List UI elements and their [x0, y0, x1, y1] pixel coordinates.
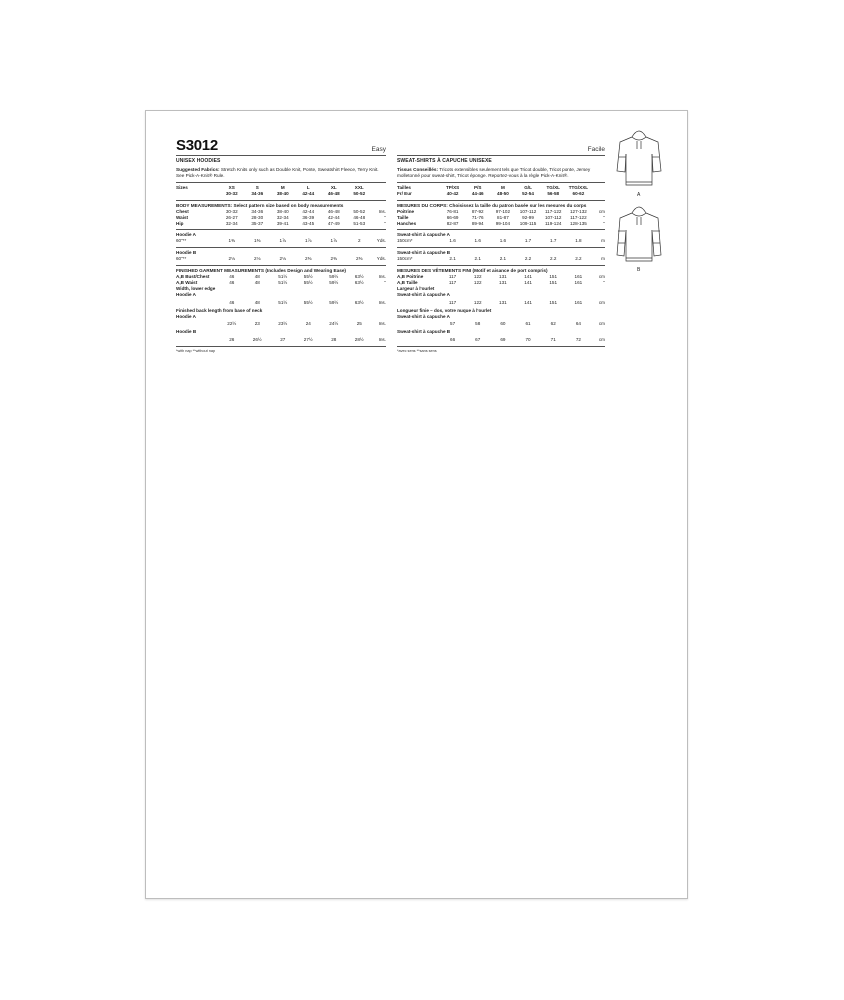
cell: 117-122 [544, 208, 562, 214]
cell: 87-92 [471, 208, 484, 214]
cell: 131 [499, 299, 507, 305]
cell: 151 [549, 274, 558, 280]
cell: 71-76 [471, 214, 484, 220]
cell: 46 [229, 299, 235, 305]
unit: Ins. [378, 321, 386, 327]
size-code: XXL [354, 184, 364, 190]
cell: 122 [473, 274, 482, 280]
cell: 23½ [278, 321, 288, 327]
cell: 24 [305, 321, 311, 327]
cell: 2.2 [550, 256, 557, 262]
sizes-label: Sizes [176, 184, 188, 190]
unit: " [384, 279, 386, 285]
row-label: A,B Waist [176, 279, 198, 285]
cell: 1⅞ [305, 238, 312, 244]
size-code: TP/XS [445, 184, 460, 190]
back-view-label: Sweat-shirt à capuche B [397, 329, 451, 335]
size-range: 38-40 [276, 190, 289, 196]
table-row [176, 300, 386, 306]
cell: 117 [448, 274, 457, 280]
cell: 89-94 [471, 220, 484, 226]
cell: 63½ [354, 274, 364, 280]
width-table [397, 300, 605, 306]
cell: 64 [575, 321, 581, 327]
cell: 1⅜ [228, 238, 235, 244]
cell: 141 [524, 279, 532, 285]
cell: 51½ [278, 274, 288, 280]
cell: 2⅜ [305, 256, 312, 262]
cell: 22½ [227, 321, 237, 327]
finished-measurements-table [176, 274, 386, 286]
cell: 51½ [278, 299, 288, 305]
yardage-table-b [176, 256, 386, 262]
width-view-label: Hoodie A [176, 291, 196, 297]
cell: 2 [357, 238, 361, 244]
cell: 2⅜ [356, 256, 363, 262]
sizes-system-label: Fr/ Eur [397, 190, 412, 196]
cell: 2⅜ [330, 256, 337, 262]
cell: 1.6 [474, 238, 481, 244]
size-code: M [280, 184, 285, 190]
unit: cm [598, 321, 605, 327]
cell: 109-115 [519, 220, 537, 226]
cell: 59½ [329, 274, 339, 280]
cell: 131 [499, 279, 507, 285]
back-length-label: Longueur finie – dos, votre nuque à l'ourlet [397, 307, 492, 313]
cell: 117-122 [570, 214, 587, 220]
size-code: TTG/XXL [568, 184, 589, 190]
size-range: 40-42 [446, 190, 459, 196]
cell: 1.6 [449, 238, 456, 244]
sizes-table [397, 185, 605, 197]
unit: " [603, 220, 605, 226]
unit: " [384, 220, 386, 226]
cell: 117 [448, 279, 457, 285]
cell: 42-44 [302, 208, 315, 214]
cell: 1.6 [499, 238, 507, 244]
size-range: 50-52 [353, 190, 366, 196]
finished-measurements-table [397, 274, 605, 286]
fabric-width: 60"** [176, 238, 187, 244]
cell: 26-27 [225, 214, 238, 220]
size-code: L [306, 184, 310, 190]
row-label: Taille [397, 214, 409, 220]
row-label: Hanches [397, 220, 417, 226]
finished-measurements-heading: FINISHED GARMENT MEASUREMENTS (Includes Design and Wearing Ease) [176, 268, 346, 274]
unit: m [601, 256, 605, 262]
cell: 122 [473, 299, 482, 305]
english-column [176, 138, 386, 353]
yardage-table-a [176, 238, 386, 244]
body-measurements-heading: MESURES DU CORPS: Choisissez la taille du patron basée sur les mesures du corps [397, 202, 587, 208]
cell: 39-41 [276, 220, 289, 226]
cell: 46 [229, 274, 235, 280]
table-row [176, 321, 386, 327]
body-measurements-heading: BODY MEASUREMENTS: Select pattern size based on body measurements [176, 202, 344, 208]
back-length-table-a [397, 321, 605, 327]
sizes-label: Tailles [397, 184, 411, 190]
cell: 97-102 [495, 208, 511, 214]
unit: " [603, 279, 605, 285]
cell: 119-124 [544, 220, 562, 226]
unit: Ins. [378, 208, 386, 214]
cell: 47-49 [327, 220, 340, 226]
back-view-label: Hoodie B [176, 329, 197, 335]
suggested-fabrics [397, 167, 605, 179]
cell: 34-36 [251, 208, 264, 214]
sketch-label-b: B [637, 267, 641, 273]
unit: Ins. [378, 337, 386, 343]
cell: 32-34 [225, 220, 238, 226]
cell: 48 [254, 274, 260, 280]
size-range: 48-50 [497, 190, 509, 196]
unit: Ins. [378, 299, 386, 305]
cell: 1⅞ [279, 238, 286, 244]
unit: cm [598, 337, 605, 343]
cell: 24½ [329, 321, 339, 327]
cell: 2.1 [449, 256, 456, 262]
unit: Yds. [376, 238, 386, 244]
cell: 141 [524, 299, 532, 305]
size-code: G/L [524, 184, 532, 190]
fabrics-text: Tricots extensibles seulement tels que Tricot double, Tricot ponte, Jersey molletonné pour sweat-shirt, Tricot éponge. Reportez-vous à la règle Pick-A-Knit®. [397, 166, 591, 178]
cell: 25 [356, 321, 362, 327]
cell: 51½ [278, 279, 288, 285]
back-view-label: Sweat-shirt à capuche A [397, 313, 450, 319]
unit: Yds. [376, 256, 386, 262]
table-row [176, 256, 386, 262]
row-label: Waist [176, 214, 189, 220]
back-length-label: Finished back length from base of neck [176, 307, 263, 313]
cell: 72 [575, 337, 581, 343]
cell: 42-44 [327, 214, 340, 220]
unit: cm [598, 299, 605, 305]
table-row [397, 256, 605, 262]
unit: " [384, 214, 386, 220]
yardage-view-label: Sweat-shirt à capuche A [397, 232, 450, 238]
table-row [176, 238, 386, 244]
table-row [176, 337, 386, 343]
row-label: Hip [176, 220, 184, 226]
size-range: 56-58 [547, 190, 560, 196]
size-range: 52-54 [522, 190, 534, 196]
cell: 128-135 [569, 220, 587, 226]
cell: 131 [499, 274, 507, 280]
width-lower-edge-label: Largeur à l'ourlet [397, 285, 435, 291]
row-label: A,B Bust/Chest [176, 274, 210, 280]
cell: 48 [254, 279, 260, 285]
unit: cm [598, 274, 605, 280]
cell: 1.7 [550, 238, 557, 244]
french-header [397, 138, 605, 156]
size-range: 42-44 [302, 190, 315, 196]
cell: 141 [524, 274, 532, 280]
size-code: S [255, 184, 259, 190]
english-header [176, 138, 386, 156]
size-range: 46-48 [327, 190, 340, 196]
cell: 27 [280, 337, 286, 343]
size-code: XL [330, 184, 337, 190]
table-row [397, 300, 605, 306]
cell: 107-112 [519, 208, 537, 214]
cell: 1.7 [524, 238, 532, 244]
cell: 50-52 [353, 208, 366, 214]
fabric-width: 150cm* [397, 256, 413, 262]
cell: 46 [229, 279, 235, 285]
back-length-table-b [176, 337, 386, 343]
width-view-label: Sweat-shirt à capuche A [397, 291, 450, 297]
size-code: P/S [474, 184, 482, 190]
sizes-table [176, 185, 386, 197]
cell: 23 [254, 321, 260, 327]
back-view-label: Hoodie A [176, 313, 196, 319]
cell: 60 [500, 321, 506, 327]
cell: 38-40 [276, 208, 289, 214]
finished-measurements-heading: MESURES DES VÊTEMENTS FINI (Motif et aisance de port compris) [397, 268, 548, 274]
cell: 28-30 [251, 214, 264, 220]
fabrics-label: Tissus Conseillés: [397, 166, 439, 172]
cell: 69 [500, 337, 506, 343]
cell: 63½ [354, 279, 364, 285]
cell: 51-53 [353, 220, 366, 226]
cell: 127-132 [569, 208, 587, 214]
row-label: Poitrine [397, 208, 415, 214]
cell: 26½ [252, 337, 262, 343]
cell: 71 [550, 337, 556, 343]
size-code: TG/XL [546, 184, 560, 190]
fabric-width: 150cm* [397, 238, 413, 244]
difficulty-level: Facile [587, 146, 605, 153]
size-range: 44-46 [471, 190, 484, 196]
fabric-width: 60"** [176, 256, 187, 262]
pattern-number: S3012 [176, 137, 218, 154]
cell: 151 [549, 279, 558, 285]
cell: 58 [475, 321, 481, 327]
unit: " [603, 214, 605, 220]
cell: 59½ [329, 279, 339, 285]
size-code: XS [228, 184, 235, 190]
cell: 55½ [303, 299, 313, 305]
cell: 2.1 [499, 256, 507, 262]
cell: 161 [574, 299, 583, 305]
cell: 32-34 [276, 214, 289, 220]
yardage-view-label: Hoodie A [176, 232, 196, 238]
cell: 61 [525, 321, 531, 327]
cell: 151 [549, 299, 558, 305]
size-range: 30-32 [225, 190, 238, 196]
table-row [176, 221, 386, 227]
cell: 2.2 [524, 256, 532, 262]
body-measurements-table [176, 209, 386, 227]
table-row [397, 221, 605, 227]
cell: 43-45 [302, 220, 315, 226]
cell: 28½ [354, 337, 364, 343]
table-row [397, 321, 605, 327]
yardage-view-label: Sweat-shirt à capuche B [397, 250, 451, 256]
sketch-label-a: A [637, 192, 641, 198]
unit: cm [598, 208, 605, 214]
pattern-title: UNISEX HOODIES [176, 157, 221, 164]
cell: 1.8 [575, 238, 582, 244]
back-length-table-b [397, 337, 605, 343]
cell: 107-112 [544, 214, 562, 220]
width-table [176, 300, 386, 306]
cell: 2⅛ [228, 256, 235, 262]
body-measurements-table [397, 209, 605, 227]
cell: 46-48 [353, 214, 366, 220]
cell: 62 [550, 321, 556, 327]
cell: 59½ [329, 299, 339, 305]
row-label: A,B Taille [397, 279, 418, 285]
pattern-title: SWEAT-SHIRTS À CAPUCHE UNISEXE [397, 157, 492, 164]
unit: Ins. [378, 274, 386, 280]
cell: 1⅜ [254, 238, 261, 244]
cell: 28 [331, 337, 337, 343]
fabrics-text: Stretch Knits only such as Double Knit, Ponte, Sweatshirt Fleece, Terry Knit. See Pick-A-Knit® Rule. [176, 166, 379, 178]
row-label: Chest [176, 208, 189, 214]
cell: 2⅛ [254, 256, 261, 262]
cell: 99-104 [495, 220, 511, 226]
cell: 66 [450, 337, 456, 343]
cell: 82-87 [446, 220, 459, 226]
width-lower-edge-label: Width, lower edge [176, 285, 216, 291]
cell: 161 [574, 274, 583, 280]
cell: 122 [473, 279, 482, 285]
table-row [397, 337, 605, 343]
cell: 48 [254, 299, 260, 305]
cell: 2.2 [575, 256, 582, 262]
size-range: 60-62 [572, 190, 585, 196]
footnote: *avec sens **sans sens [397, 349, 437, 354]
fabrics-label: Suggested Fabrics: [176, 166, 220, 172]
cell: 26 [229, 337, 235, 343]
row-label: A,B Poitrine [397, 274, 424, 280]
cell: 46-48 [327, 208, 340, 214]
suggested-fabrics [176, 167, 386, 179]
cell: 92-99 [522, 214, 534, 220]
size-range: 34-36 [251, 190, 264, 196]
cell: 67 [475, 337, 481, 343]
yardage-table-b [397, 256, 605, 262]
size-code: M [500, 184, 505, 190]
french-column [397, 138, 605, 353]
cell: 117 [448, 299, 457, 305]
cell: 2.1 [474, 256, 481, 262]
cell: 30-32 [225, 208, 238, 214]
yardage-view-label: Hoodie B [176, 250, 197, 256]
pattern-envelope-back [145, 110, 688, 899]
hoodie-a-icon [614, 127, 664, 189]
cell: 2⅛ [279, 256, 286, 262]
cell: 55½ [303, 279, 313, 285]
cell: 35-37 [251, 220, 264, 226]
cell: 66-69 [446, 214, 459, 220]
back-length-table-a [176, 321, 386, 327]
cell: 70 [525, 337, 531, 343]
table-row [397, 238, 605, 244]
cell: 81-87 [497, 214, 509, 220]
hoodie-b-icon [614, 203, 664, 265]
unit: m [601, 238, 605, 244]
cell: 76-81 [446, 208, 459, 214]
cell: 36-39 [302, 214, 315, 220]
cell: 63½ [354, 299, 364, 305]
cell: 55½ [303, 274, 313, 280]
cell: 27½ [303, 337, 313, 343]
cell: 1⅞ [330, 238, 337, 244]
difficulty-level: Easy [371, 146, 386, 153]
cell: 161 [574, 279, 583, 285]
cell: 57 [450, 321, 456, 327]
yardage-table-a [397, 238, 605, 244]
footnote: *with nap **without nap [176, 349, 216, 354]
